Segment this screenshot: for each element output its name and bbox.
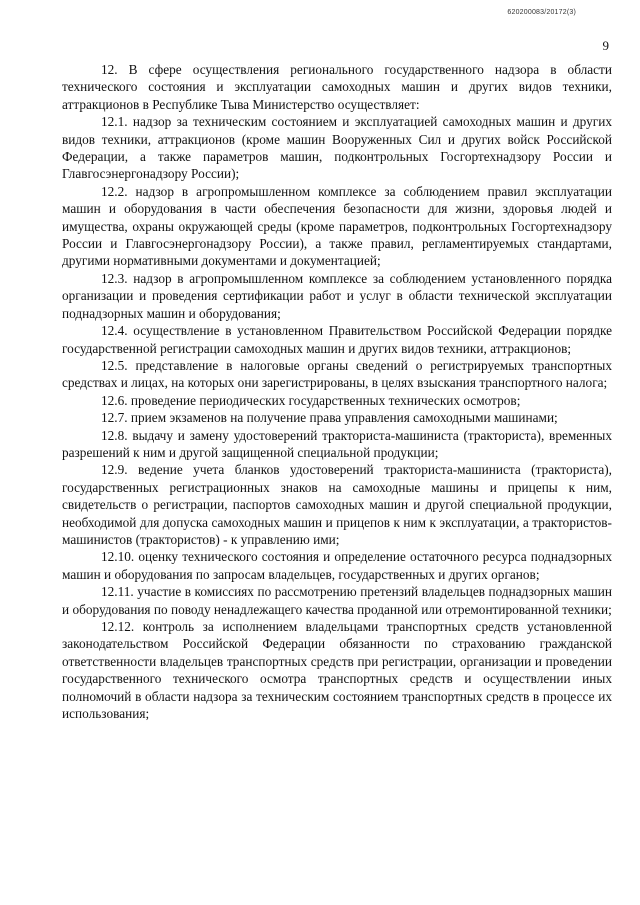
paragraph-12-5: 12.5. представление в налоговые органы сведений о регистрируемых транспортных средствах и лицах, на которых они зарегистрированы, в целях взыскания транспортного налога; bbox=[62, 357, 612, 391]
paragraph-12-4: 12.4. осуществление в установленном Правительством Российской Федерации порядке государственной регистрации самоходных машин и других видов техники, аттракционов; bbox=[62, 323, 612, 356]
paragraph-12: 12. В сфере осуществления регионального государственного надзора в области технического состояния и эксплуатации самоходных машин и других видов техники, аттракционов в Республике Тыва Министерство осуществляет: bbox=[62, 62, 612, 112]
document-id: 620200083/20172(3) bbox=[507, 9, 576, 16]
paragraph-12-2: 12.2. надзор в агропромышленном комплексе за соблюдением правил эксплуатации машин и оборудования в части обеспечения безопасности для жизни, здоровья людей и имущества, охраны окружающей среды (кроме параметров, подконтрольных Госгортехнадзору России и Главгосэнергонадзору России), а также правил, регламентируемых стандартами, другими нормативными документами и документацией; bbox=[62, 183, 612, 269]
paragraph-12-12: 12.12. контроль за исполнением владельцами транспортных средств установленной законодательством Российской Федерации обязанности по страхованию гражданской ответственности владельцев транспортных средств при регистрации, организации и проведении государственного технического осмотра транспортных средств и осуществлении иных полномочий в области надзора за техническим состоянием транспортных средств в процессе их использования; bbox=[62, 619, 612, 722]
paragraph-12-9: 12.9. ведение учета бланков удостоверений тракториста-машиниста (тракториста), государственных регистрационных знаков на самоходные машины и прицепы к ним, свидетельств о регистрации, паспортов самоходных машин и другой специальной продукции, необходимой для допуска самоходных машин и прицепов к ним к эксплуатации, а трактористов-машинистов (трактористов) - к управлению ими; bbox=[62, 462, 612, 547]
paragraph-12-8: 12.8. выдачу и замену удостоверений тракториста-машиниста (тракториста), временных разрешений к ним и другой защищенной специальной продукции; bbox=[62, 427, 612, 460]
paragraph-12-7: 12.7. прием экзаменов на получение права управления самоходными машинами; bbox=[101, 410, 558, 426]
paragraph-12-11: 12.11. участие в комиссиях по рассмотрению претензий владельцев поднадзорных машин и оборудования по поводу ненадлежащего качества проданной или отремонтированной техники; bbox=[62, 584, 612, 617]
document-body bbox=[62, 61, 612, 722]
page-number: 9 bbox=[602, 38, 609, 53]
paragraph-12-6: 12.6. проведение периодических государственных технических осмотров; bbox=[101, 392, 521, 408]
paragraph-12-10: 12.10. оценку технического состояния и определение остаточного ресурса поднадзорных машин и оборудования по запросам владельцев, государственных и других органов; bbox=[62, 549, 612, 582]
paragraph-12-3: 12.3. надзор в агропромышленном комплексе за соблюдением установленного порядка организации и проведения сертификации работ и услуг в области технической эксплуатации поднадзорных машин и оборудования; bbox=[62, 270, 612, 321]
paragraph-12-1: 12.1. надзор за техническим состоянием и эксплуатацией самоходных машин и других видов техники, аттракционов (кроме машин Вооруженных Сил и других войск Российской Федерации, а также параметров машин, подконтрольных Госгортехнадзору России и Главгосэнергонадзору России); bbox=[62, 114, 612, 182]
